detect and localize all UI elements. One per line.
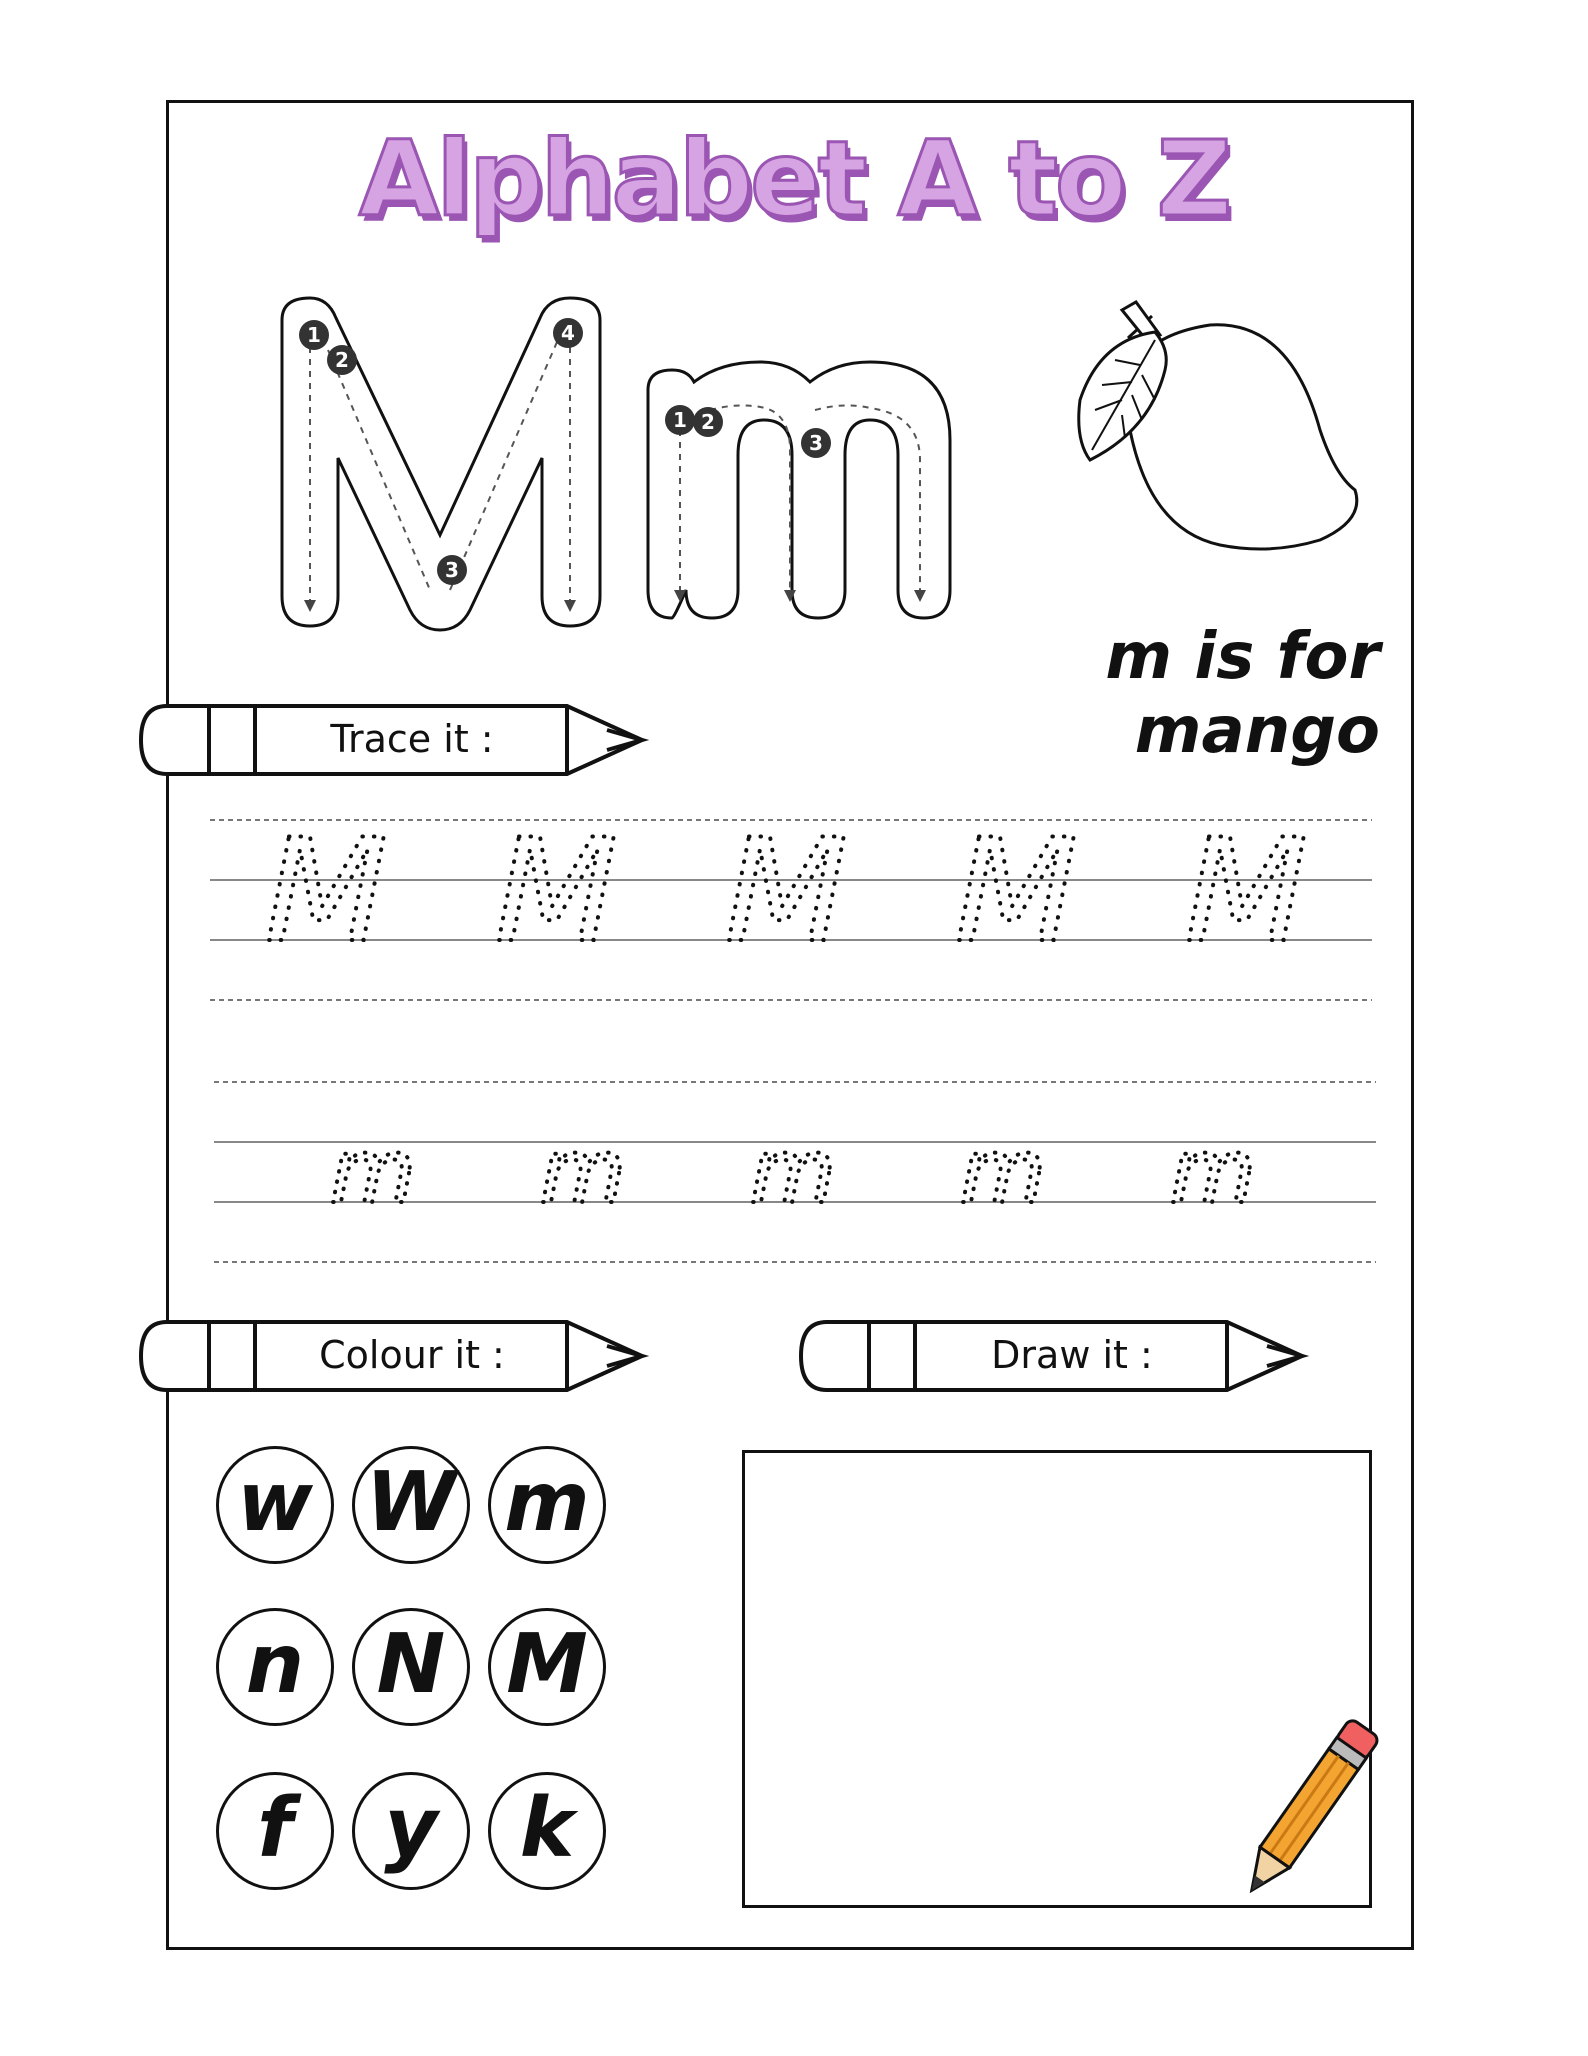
colour-section-header: [137, 1316, 657, 1396]
colour-letter-n-upper[interactable]: N: [352, 1608, 470, 1726]
colour-letter-w-lower[interactable]: w: [216, 1446, 334, 1564]
colour-letter-k-lower[interactable]: k: [488, 1772, 606, 1890]
draw-section-header: [797, 1316, 1317, 1396]
svg-text:3: 3: [445, 558, 459, 582]
colour-letter-m-upper[interactable]: M: [488, 1608, 606, 1726]
trace-section-header: [137, 700, 657, 780]
uppercase-m-outline: [282, 298, 600, 630]
svg-text:2: 2: [701, 410, 715, 434]
trace-upper-1: M: [265, 809, 388, 974]
colour-letter-m-lower[interactable]: m: [488, 1446, 606, 1564]
lowercase-m-outline: [648, 362, 950, 618]
trace-section-label: Trace it :: [330, 717, 494, 761]
svg-text:2: 2: [335, 348, 349, 372]
trace-lower-1: m: [330, 1120, 416, 1223]
svg-text:1: 1: [307, 323, 321, 347]
colour-letter-n-lower[interactable]: n: [216, 1608, 334, 1726]
trace-upper-3: M: [725, 809, 848, 974]
caption-m-is-for-mango: m is for mango: [1105, 620, 1380, 768]
mango-illustration: [1070, 280, 1370, 580]
svg-text:4: 4: [561, 321, 575, 345]
trace-lower-2: m: [540, 1120, 626, 1223]
svg-text:1: 1: [673, 408, 687, 432]
pencil-icon: [1228, 1700, 1388, 1920]
colour-letter-f-lower[interactable]: f: [216, 1772, 334, 1890]
worksheet-title: Alphabet A to Z: [358, 118, 1230, 240]
colour-letter-y-lower[interactable]: y: [352, 1772, 470, 1890]
tracing-letters: [270, 290, 970, 640]
colour-letter-w-upper[interactable]: W: [352, 1446, 470, 1564]
colour-section-label: Colour it :: [319, 1333, 505, 1377]
trace-lower-4: m: [960, 1120, 1046, 1223]
trace-lower-3: m: [750, 1120, 836, 1223]
trace-upper-4: M: [955, 809, 1078, 974]
svg-text:3: 3: [809, 431, 823, 455]
draw-section-label: Draw it :: [991, 1333, 1153, 1377]
trace-lines: [210, 810, 1380, 1270]
trace-lower-5: m: [1170, 1120, 1256, 1223]
trace-upper-5: M: [1185, 809, 1308, 974]
trace-upper-2: M: [495, 809, 618, 974]
